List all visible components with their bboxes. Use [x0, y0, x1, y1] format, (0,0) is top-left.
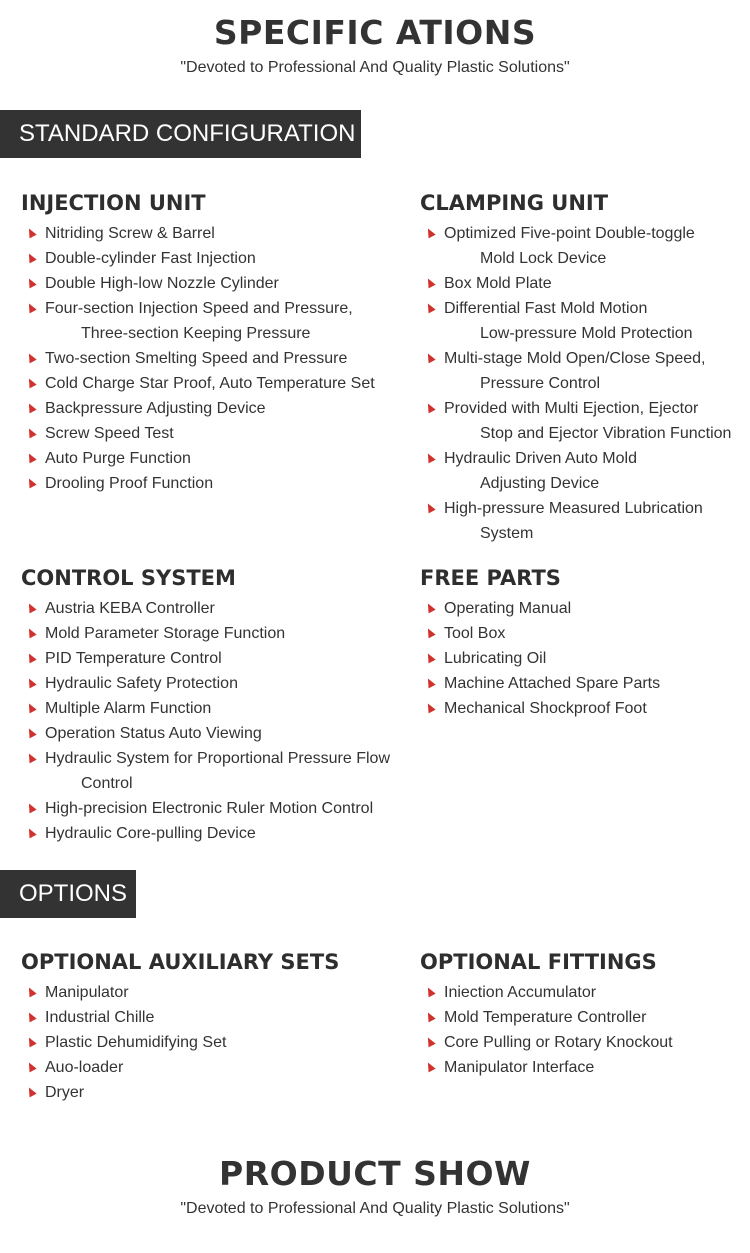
list-item-text: Mechanical Shockproof Foot [444, 700, 647, 717]
red-triangle-bullet-icon [424, 627, 435, 639]
section-title: OPTIONAL FITTINGS [420, 950, 657, 974]
list-item-text: Four-section Injection Speed and Pressure, [45, 300, 353, 317]
product-show-subtitle: "Devoted to Professional And Quality Plastic Solutions" [180, 1200, 570, 1217]
optional-fittings-list [420, 980, 750, 1080]
list-item-continuation: Adjusting Device [480, 475, 600, 492]
page-title: SPECIFIC ATIONS [213, 13, 537, 52]
red-triangle-bullet-icon [25, 827, 36, 839]
red-triangle-bullet-icon [25, 752, 36, 764]
red-triangle-bullet-icon [25, 1061, 36, 1073]
list-item [21, 646, 361, 671]
list-item [420, 271, 750, 296]
section-title: OPTIONAL AUXILIARY SETS [21, 950, 340, 974]
list-item-continuation: System [480, 525, 534, 542]
red-triangle-bullet-icon [25, 377, 36, 389]
red-triangle-bullet-icon [424, 227, 435, 239]
red-triangle-bullet-icon [25, 1011, 36, 1023]
list-item-continuation: Control [81, 775, 133, 792]
list-item-text: Tool Box [444, 625, 506, 642]
list-item [21, 1080, 361, 1105]
list-item-text: Drooling Proof Function [45, 475, 214, 492]
list-item [420, 446, 750, 496]
red-triangle-bullet-icon [424, 452, 435, 464]
red-triangle-bullet-icon [25, 727, 36, 739]
list-item-text: Lubricating Oil [444, 650, 547, 667]
list-item-text: Manipulator Interface [444, 1059, 595, 1076]
list-item-text: Manipulator [45, 984, 129, 1001]
section-title: CONTROL SYSTEM [21, 566, 236, 590]
list-item [420, 396, 750, 446]
section-title: CLAMPING UNIT [420, 191, 609, 215]
list-item-continuation: Stop and Ejector Vibration Function [480, 425, 732, 442]
list-item [21, 271, 361, 296]
list-item [21, 796, 374, 821]
list-item-text: Plastic Dehumidifying Set [45, 1034, 227, 1051]
clamping-unit-section [420, 191, 750, 546]
red-triangle-bullet-icon [25, 402, 36, 414]
list-item-text: Auo-loader [45, 1059, 124, 1076]
list-item [420, 1030, 750, 1055]
list-item [420, 1005, 750, 1030]
list-item-text: Mold Parameter Storage Function [45, 625, 286, 642]
free-parts-list [420, 596, 750, 721]
list-item-continuation: Pressure Control [480, 375, 601, 392]
red-triangle-bullet-icon [25, 677, 36, 689]
list-item-text: Double High-low Nozzle Cylinder [45, 275, 279, 292]
control-system-list [21, 596, 391, 846]
list-item [21, 296, 361, 346]
list-item [420, 646, 750, 671]
control-system-section [21, 566, 391, 846]
list-item [21, 346, 361, 371]
list-item [21, 221, 361, 246]
red-triangle-bullet-icon [424, 1036, 435, 1048]
list-item-text: Operation Status Auto Viewing [45, 725, 262, 742]
list-item [21, 696, 361, 721]
red-triangle-bullet-icon [424, 1011, 435, 1023]
red-triangle-bullet-icon [424, 677, 435, 689]
list-item [420, 296, 750, 346]
list-item [21, 746, 391, 796]
list-item [21, 1055, 361, 1080]
red-triangle-bullet-icon [424, 652, 435, 664]
list-item-text: Machine Attached Spare Parts [444, 675, 661, 692]
product-show-title: PRODUCT SHOW [219, 1154, 531, 1193]
list-item [420, 596, 750, 621]
red-triangle-bullet-icon [25, 427, 36, 439]
injection-unit-section [21, 191, 375, 496]
list-item-text: High-precision Electronic Ruler Motion Control [45, 800, 374, 817]
list-item-text: Optimized Five-point Double-toggle [444, 225, 695, 242]
list-item-text: Multi-stage Mold Open/Close Speed, [444, 350, 706, 367]
list-item [420, 671, 750, 696]
red-triangle-bullet-icon [25, 627, 36, 639]
list-item [21, 721, 361, 746]
list-item [21, 371, 375, 396]
list-item [21, 471, 361, 496]
list-item-text: Provided with Multi Ejection, Ejector [444, 400, 699, 417]
red-triangle-bullet-icon [25, 277, 36, 289]
list-item-text: Hydraulic Core-pulling Device [45, 825, 256, 842]
list-item-text: Screw Speed Test [45, 425, 174, 442]
red-triangle-bullet-icon [25, 302, 36, 314]
red-triangle-bullet-icon [25, 477, 36, 489]
red-triangle-bullet-icon [424, 702, 435, 714]
red-triangle-bullet-icon [424, 1061, 435, 1073]
red-triangle-bullet-icon [25, 652, 36, 664]
list-item [21, 396, 361, 421]
red-triangle-bullet-icon [25, 702, 36, 714]
list-item-text: Hydraulic Safety Protection [45, 675, 238, 692]
page-subtitle: "Devoted to Professional And Quality Plastic Solutions" [180, 59, 570, 76]
list-item-text: Dryer [45, 1084, 85, 1101]
list-item [21, 1030, 361, 1055]
section-title: FREE PARTS [420, 566, 561, 590]
list-item [21, 671, 361, 696]
list-item-text: Double-cylinder Fast Injection [45, 250, 256, 267]
list-item [21, 421, 361, 446]
red-triangle-bullet-icon [25, 602, 36, 614]
red-triangle-bullet-icon [25, 802, 36, 814]
red-triangle-bullet-icon [25, 1036, 36, 1048]
list-item-text: Core Pulling or Rotary Knockout [444, 1034, 673, 1051]
list-item-text: Box Mold Plate [444, 275, 552, 292]
red-triangle-bullet-icon [25, 452, 36, 464]
red-triangle-bullet-icon [25, 227, 36, 239]
red-triangle-bullet-icon [424, 602, 435, 614]
list-item-text: Multiple Alarm Function [45, 700, 212, 717]
optional-fittings-section [420, 950, 750, 1080]
free-parts-section [420, 566, 750, 721]
red-triangle-bullet-icon [25, 1086, 36, 1098]
injection-unit-list [21, 221, 375, 496]
list-item-text: Austria KEBA Controller [45, 600, 215, 617]
list-item-text: Operating Manual [444, 600, 572, 617]
list-item [21, 621, 361, 646]
list-item-continuation: Three-section Keeping Pressure [81, 325, 311, 342]
red-triangle-bullet-icon [424, 402, 435, 414]
standard-configuration-bar: STANDARD CONFIGURATION [0, 110, 361, 158]
red-triangle-bullet-icon [25, 252, 36, 264]
list-item [420, 496, 750, 546]
list-item-text: Auto Purge Function [45, 450, 191, 467]
options-bar: OPTIONS [0, 870, 136, 918]
list-item [420, 221, 750, 271]
list-item-text: Backpressure Adjusting Device [45, 400, 266, 417]
optional-auxiliary-section [21, 950, 361, 1105]
list-item-text: PID Temperature Control [45, 650, 222, 667]
list-item [420, 346, 750, 396]
list-item [21, 1005, 361, 1030]
red-triangle-bullet-icon [25, 986, 36, 998]
red-triangle-bullet-icon [25, 352, 36, 364]
red-triangle-bullet-icon [424, 352, 435, 364]
clamping-unit-list [420, 221, 750, 546]
list-item-text: Differential Fast Mold Motion [444, 300, 648, 317]
list-item [21, 596, 361, 621]
red-triangle-bullet-icon [424, 502, 435, 514]
list-item-text: Nitriding Screw & Barrel [45, 225, 215, 242]
list-item [21, 246, 361, 271]
list-item [21, 446, 361, 471]
list-item [21, 980, 361, 1005]
list-item [420, 1055, 750, 1080]
red-triangle-bullet-icon [424, 277, 435, 289]
red-triangle-bullet-icon [424, 986, 435, 998]
list-item-continuation: Mold Lock Device [480, 250, 607, 267]
list-item-text: Two-section Smelting Speed and Pressure [45, 350, 348, 367]
list-item-continuation: Low-pressure Mold Protection [480, 325, 693, 342]
list-item-text: Hydraulic Driven Auto Mold [444, 450, 637, 467]
list-item [420, 621, 750, 646]
list-item-text: Mold Temperature Controller [444, 1009, 647, 1026]
list-item-text: Hydraulic System for Proportional Pressure Flow [45, 750, 391, 767]
list-item [420, 696, 750, 721]
list-item-text: High-pressure Measured Lubrication [444, 500, 703, 517]
list-item-text: Cold Charge Star Proof, Auto Temperature Set [45, 375, 375, 392]
list-item [420, 980, 750, 1005]
list-item-text: Industrial Chille [45, 1009, 155, 1026]
red-triangle-bullet-icon [424, 302, 435, 314]
list-item-text: Iniection Accumulator [444, 984, 597, 1001]
list-item [21, 821, 361, 846]
optional-auxiliary-list [21, 980, 361, 1105]
section-title: INJECTION UNIT [21, 191, 206, 215]
